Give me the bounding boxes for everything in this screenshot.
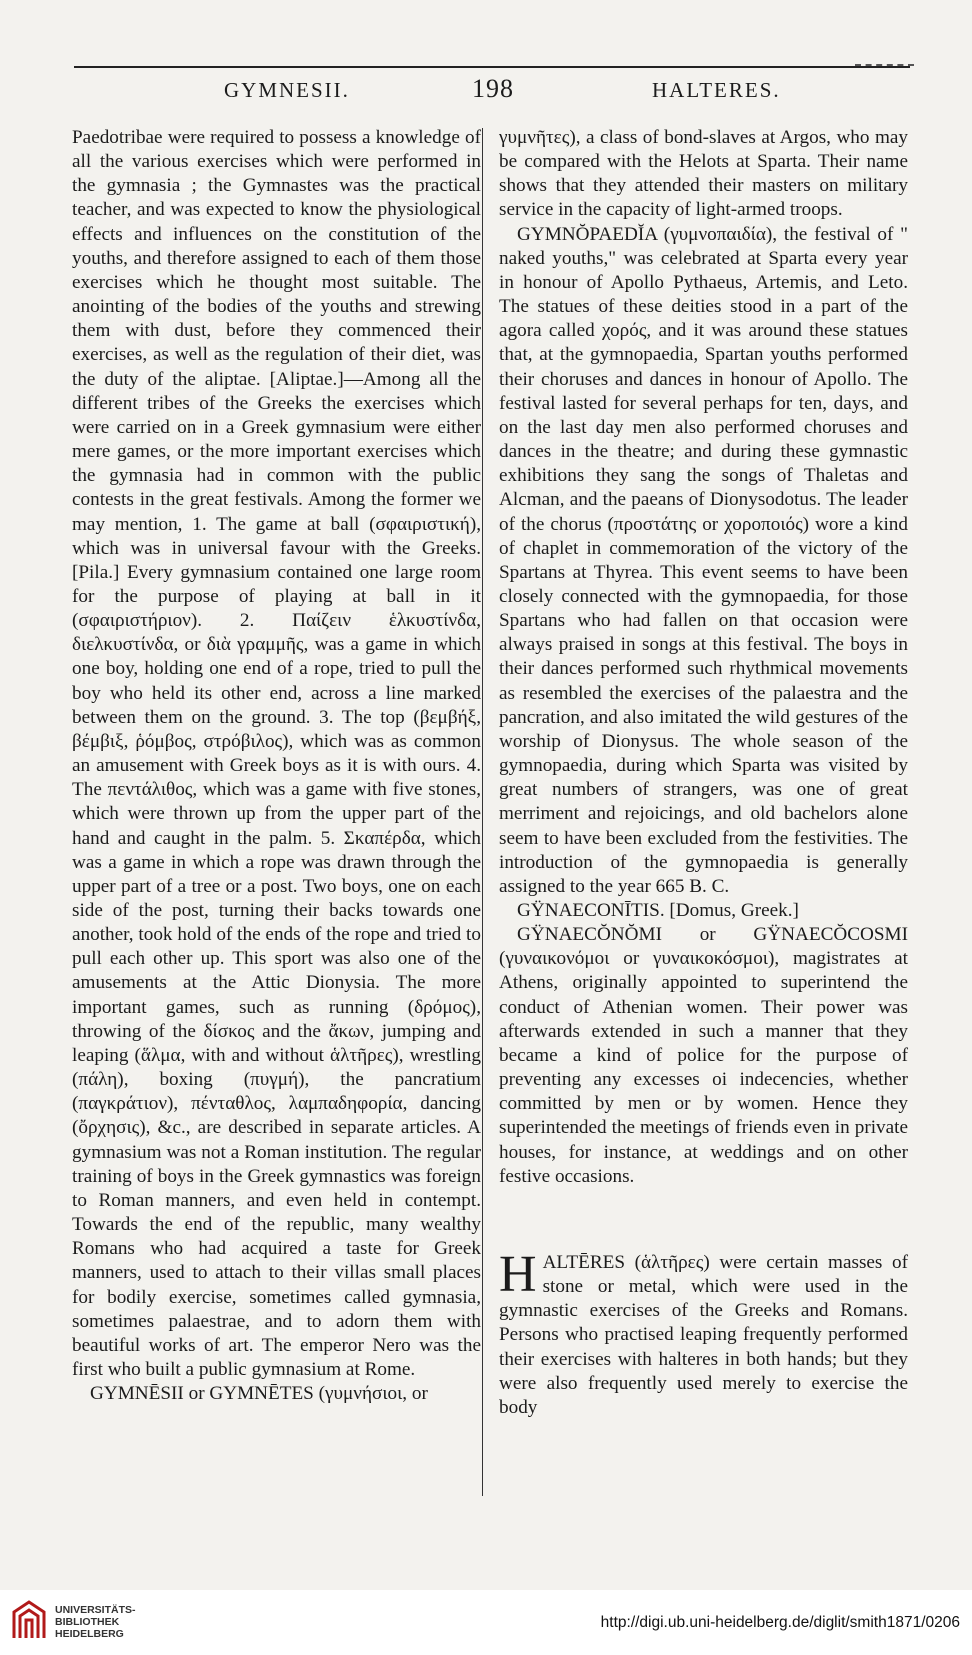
- entry-halteres: [499, 1245, 908, 1420]
- header-rule: [74, 66, 910, 68]
- entry-gymnesii: GYMNĒSII or GYMNĒTES (γυμνήσιοι, or: [90, 1383, 428, 1405]
- halteres-text: ALTĒRES (ἁλτῆρες) were certain masses of stone or metal, which were used in the gymnastic exercises of the Greeks and Romans. Persons who practised leaping frequently performed their exercises with halteres in both hands; but they were also frequently used merely to exercise the body: [499, 1251, 908, 1418]
- dropcap-letter: H: [499, 1245, 537, 1303]
- footer-bar: [0, 1590, 972, 1655]
- entry-gymnopaedia: GYMNŎPAEDĬA (γυμνοπαιδία), the festival of " naked youths," was celebrated at Sparta every year in honour of Apollo Pythaeus, Artemis, and Leto. The statues of these deities stood in a part of the agora called χορός, and it was around these statues that, at the gymnopaedia, Spartan youths performed their choruses and dances in honour of Apollo. The festival lasted for several perhaps for ten, days, and on the last day men also performed choruses and dances in the theatre; and during these gymnastic exhibitions they sang the songs of Thaletas and Alcman, and the paeans of Dionysodotus. The leader of the chorus (προστάτης or χοροποιός) wore a kind of chaplet in commemoration of the victory of the Spartans at Thyrea. This event seems to have been closely connected with the gymnopaedia, for those Spartans who had fallen on that occasion were always praised in songs at this festival. The boys in their dances performed such rhythmical movements as resembled the exercises of the palaestra and the pancration, and also imitated the wild gestures of the worship of Dionysus. The whole season of the gymnopaedia, during which Sparta was visited by great numbers of strangers, was one of great merriment and rejoicings, and old bachelors alone seem to have been excluded from the festivities. The introduction of the gymnopaedia is generally assigned to the year 665 B. C.: [499, 223, 908, 897]
- paragraph-gymnasium: Paedotribae were required to possess a knowledge of all the various exercises which were performed in the gymnasia ; the Gymnastes was the practical teacher, and was expected to know the physiological effects and influences on the constitution of the youths, and therefore assigned to each of them those exercises which he thought most suitable. The anointing of the bodies of the youths and strewing them with dust, before they commenced their exercises, as well as the regulation of their diet, was the duty of the aliptae. [Aliptae.]—Among all the different tribes of the Greeks the exercises which were carried on in a Greek gymnasium were either mere games, or the more important exercises which the gymnasia had in common with the public contests in the great festivals. Among the former we may mention, 1. The game at ball (σφαιριστική), which was in universal favour with the Greeks. [Pila.] Every gymnasium contained one large room for the purpose of playing at ball in it (σφαιριστήριον). 2. Παίζειν ἑλκυστίνδα, διελκυστίνδα, or διὰ γραμμῆς, was a game in which one boy, holding one end of a rope, tried to pull the boy who held its other end, across a line marked between them on the ground. 3. The top (βεμβήξ, βέμβιξ, ῥόμβος, στρόβιλος), which was as common an amusement with Greek boys as it is with ours. 4. The πεντάλιθος, which was a game with five stones, which were thrown up from the upper part of the hand and caught in the palm. 5. Σκαπέρδα, which was a game in which a rope was drawn through the upper part of a tree or a post. Two boys, one on each side of the post, turning their backs towards one another, took hold of the ends of the rope and tried to pull each other up. This sport was also one of the amusements at the Attic Dionysia. The more important games, such as running (δρόμος), throwing of the δίσκος and the ἄκων, jumping and leaping (ἅλμα, with and without ἁλτῆρες), wrestling (πάλη), boxing (πυγμή), the pancratium (παγκράτιον), πένταθλος, λαμπαδηφορία, dancing (ὄρχησις), &c., are described in separate articles. A gymnasium was not a Roman institution. The regular training of boys in the Greek gymnastics was foreign to Roman manners, and even held in contempt. Towards the end of the republic, many wealthy Romans who had acquired a taste for Greek manners, used to attach to their villas small places for bodily exercise, sometimes called gymnasia, sometimes palaestrae, and to adorn them with beautiful works of art. The emperor Nero was the first who built a public gymnasium at Rome.: [72, 127, 481, 1380]
- running-header: [74, 74, 914, 108]
- source-url[interactable]: http://digi.ub.uni-heidelberg.de/diglit/smith1871/0206: [600, 1614, 960, 1631]
- column-divider: [482, 128, 483, 1496]
- header-rule-extension: [855, 64, 914, 66]
- page-number: 198: [472, 74, 514, 103]
- header-left: GYMNESII.: [224, 78, 350, 102]
- paragraph-gymnetes-cont: γυμνῆτες), a class of bond-slaves at Argos, who may be compared with the Helots at Sparta. Their name shows that they attended their masters on military service in the capacity of light-armed troops.: [499, 127, 908, 221]
- header-right: HALTERES.: [652, 78, 781, 102]
- library-logo-icon: [10, 1598, 48, 1642]
- entry-gynaeconomi: GŸNAECŎNŎMI or GŸNAECŎCOSMI (γυναικονόμοι or γυναικοκόσμοι), magistrates at Athens, originally appointed to superintend the conduct of Athenian women. Their power was afterwards extended in such a manner that they became a kind of police for the purpose of preventing any excesses oi indecencies, whether committed by men or by women. Hence they superintended the meetings of friends even in private houses, for instance, at weddings and on other festive occasions.: [499, 924, 908, 1187]
- left-column: [72, 126, 481, 1406]
- entry-gynaeconitis: GŸNAECONĪTIS. [Domus, Greek.]: [517, 900, 799, 921]
- library-name: UNIVERSITÄTS- BIBLIOTHEK HEIDELBERG: [55, 1604, 136, 1640]
- section-gap: [499, 1189, 908, 1251]
- right-column: [499, 126, 908, 1420]
